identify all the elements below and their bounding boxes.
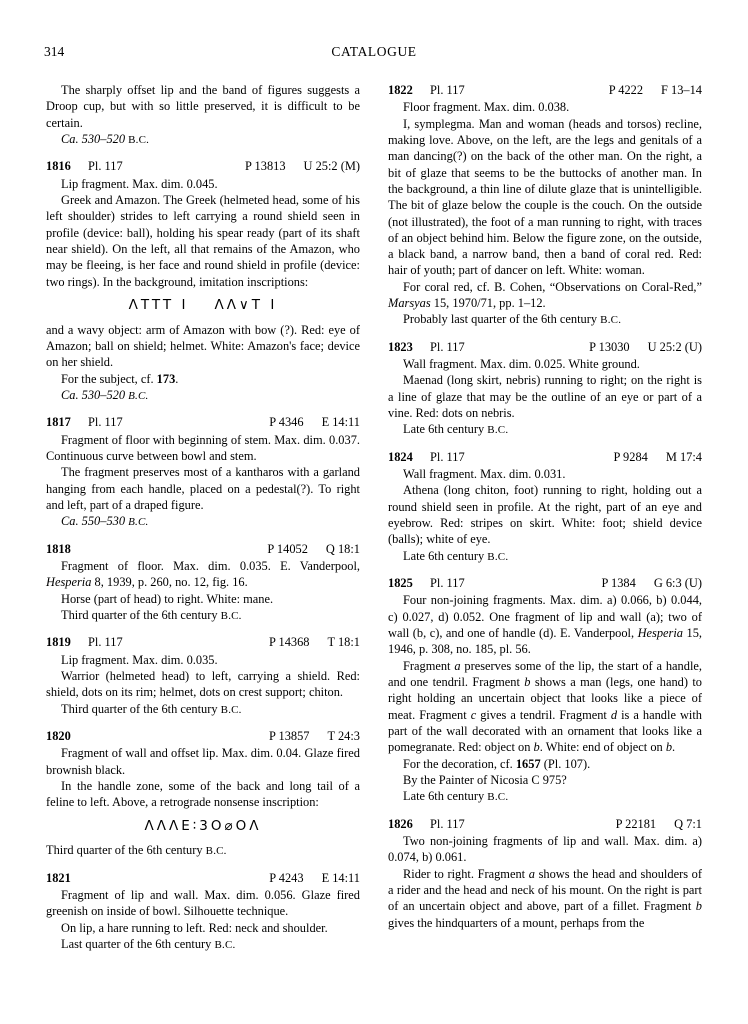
entry-paragraph: Rider to right. Fragment a shows the head and shoulders of a rider and the head and neck of his mount. On the right is part of an uncertain object and above, part of a fillet. Fragment b gives the hindquarters of a mount, perhaps from the <box>388 866 702 930</box>
entry-plate: Pl. 117 <box>430 449 465 464</box>
entry-date: Third quarter of the 6th century B.C. <box>61 701 242 716</box>
entry-plate: Pl. 117 <box>430 83 465 97</box>
entry-inventory: P 13857 <box>269 729 310 744</box>
entry-number[interactable]: 1819 <box>46 635 71 650</box>
entry-paragraph: Wall fragment. Max. dim. 0.025. White ground. <box>403 357 640 372</box>
entry-paragraph: In the handle zone, some of the back and long tail of a feline to left. Above, a retrograde nonsense inscription: <box>46 779 360 810</box>
entry-paragraph: Fragment of lip and wall. Max. dim. 0.056. Glaze fired greenish on inside of bowl. Silhouette technique. <box>46 888 360 919</box>
entry-header <box>388 575 702 591</box>
entry-date: Late 6th century B.C. <box>403 548 509 563</box>
entry-context: T 24:3 <box>327 729 360 744</box>
entry-paragraph: Two non-joining fragments of lip and wall. Max. dim. a) 0.074, b) 0.061. <box>388 834 702 865</box>
entry-context: U 25:2 (U) <box>647 339 702 354</box>
entry-plate: Pl. 117 <box>430 339 465 354</box>
entry-header <box>388 449 702 465</box>
entry-paragraph: Fragment of floor. Max. dim. 0.035. E. Vanderpool, Hesperia 8, 1939, p. 260, no. 12, fig. 16. <box>46 558 360 590</box>
entry-header <box>388 82 702 98</box>
entry-cross-reference: For the decoration, cf. 1657 (Pl. 107). <box>403 756 591 771</box>
entry-bibliography: For coral red, cf. B. Cohen, “Observations on Coral-Red,” Marsyas 15, 1970/71, pp. 1–12. <box>388 279 702 311</box>
running-head: CATALOGUE <box>331 44 417 59</box>
entry-context: G 6:3 (U) <box>653 576 702 591</box>
entry-inventory: P 22181 <box>615 816 657 831</box>
entry-paragraph: The fragment preserves most of a kantharos with a garland hanging from each handle, placed on a pedestal(?). To right and left, part of a draped figure. <box>46 465 360 512</box>
entry-paragraph: I, symplegma. Man and woman (heads and torsos) recline, making love. Above, on the left, are the legs and genitals of a man dancing(?) on the back of the other man. On the right, a bit of glaze that seems to be the buttocks of another man. In the background, a thin line of dilute glaze that is unintelligible. The bit of glaze below the couple is the couch. On the outside (not illustrated), the foot of a man running to right, with traces of an object behind him. Below the figure zone, on the outside, a black band, a narrow band, then a band of coral red. Red: hair of youth; part of dancer on left. White: woman. <box>388 116 702 278</box>
entry-paragraph: Maenad (long skirt, nebris) running to right; on the right is a line of glaze that may be the outline of an eye or part of a vine. Red: dots on nebris. <box>388 373 702 421</box>
entry-inventory: P 14052 <box>267 541 308 556</box>
entry-date: Third quarter of the 6th century B.C. <box>46 843 227 858</box>
entry-number[interactable]: 1816 <box>46 159 71 174</box>
entry-paragraph: Greek and Amazon. The Greek (helmeted head, some of his left shoulder) strides to left carrying a round shield seen in profile (device: ball), holding his spear ready (part of its shaft near shield). On the left, all that remains of the Amazon, who may be fleeing, is her face and round shield in profile (device: two rings). In the background, imitation inscriptions: <box>46 193 360 289</box>
catalogue-entry-1823 <box>388 339 702 438</box>
catalogue-entry-1816 <box>46 158 360 403</box>
entry-paragraph: Fragment of floor with beginning of stem. Max. dim. 0.037. Continuous curve between bowl and stem. <box>46 432 360 463</box>
entry-paragraph: On lip, a hare running to left. Red: neck and shoulder. <box>61 920 328 935</box>
catalogue-entry-1818 <box>46 541 360 624</box>
entry-paragraph: Lip fragment. Max. dim. 0.035. <box>61 652 218 667</box>
catalogue-entry-1820 <box>46 728 360 859</box>
entry-plate: Pl. 117 <box>88 635 123 650</box>
entry-paragraph: Four non-joining fragments. Max. dim. a) 0.066, b) 0.044, c) 0.027, d) 0.052. One fragment of lip and wall (a); two of wall (b, c), and one of handle (d). E. Vanderpool, Hesperia 15, 1946, p. 308, no. 185, pl. 56. <box>388 593 702 657</box>
entry-context: F 13–14 <box>661 83 702 97</box>
entry-paragraph: Wall fragment. Max. dim. 0.031. <box>403 467 566 482</box>
page-header <box>44 44 704 62</box>
entry-date: Late 6th century B.C. <box>403 789 509 804</box>
entry-paragraph: Athena (long chiton, foot) running to right, holding out a round shield seen in profile. At the right, part of an eye and eyebrow. Red: stripes on skirt. White: foot; shield device (balls); white of eye. <box>388 483 702 547</box>
entry-plate: Pl. 117 <box>88 415 123 430</box>
entry-date: Third quarter of the 6th century B.C. <box>61 607 242 622</box>
entry-header <box>46 870 360 886</box>
catalogue-entry-1826 <box>388 816 702 931</box>
intro-date-value: Ca. 530–520 <box>61 131 126 146</box>
entry-inventory: P 4243 <box>269 870 304 885</box>
two-column-body <box>46 82 702 982</box>
entry-context: E 14:11 <box>321 415 360 430</box>
entry-plate: Pl. 117 <box>430 576 465 591</box>
entry-context: M 17:4 <box>665 449 702 464</box>
catalogue-entry-1817 <box>46 414 360 529</box>
entry-paragraph: Fragment of wall and offset lip. Max. dim. 0.04. Glaze fired brownish black. <box>46 746 360 777</box>
entry-paragraph: Horse (part of head) to right. White: mane. <box>61 591 274 606</box>
intro-date <box>46 131 360 147</box>
entry-inventory: P 13813 <box>245 159 286 174</box>
left-column <box>46 82 360 982</box>
imitation-inscription <box>46 297 360 315</box>
entry-paragraph: and a wavy object: arm of Amazon with bow (?). Red: eye of Amazon; ball on shield; helmet. White: Amazon's face; device on her shield. <box>46 322 360 370</box>
entry-number[interactable]: 1820 <box>46 729 71 744</box>
entry-number[interactable]: 1822 <box>388 83 413 97</box>
catalogue-entry-1821 <box>46 870 360 953</box>
entry-date: Probably last quarter of the 6th century B.C. <box>403 312 622 327</box>
intro-block <box>46 82 360 147</box>
entry-paragraph: Floor fragment. Max. dim. 0.038. <box>403 100 570 115</box>
entry-date: Ca. 550–530 B.C. <box>61 514 149 529</box>
entry-header <box>388 816 702 832</box>
entry-context: T 18:1 <box>327 635 360 650</box>
entry-paragraph: Warrior (helmeted head) to left, carrying a shield. Red: shield, dots on its rim; helmet, dots on crest support; chiton. <box>46 669 360 700</box>
entry-plate: Pl. 117 <box>430 816 465 831</box>
entry-plate: Pl. 117 <box>88 159 123 174</box>
entry-header <box>46 158 360 174</box>
entry-header <box>388 339 702 355</box>
entry-date: Last quarter of the 6th century B.C. <box>61 937 236 952</box>
nonsense-inscription: ΛΛΛE∶3O⌀OΛ <box>144 817 262 834</box>
page-number: 314 <box>44 44 65 59</box>
entry-inventory: P 13030 <box>589 339 630 354</box>
entry-context: U 25:2 (M) <box>303 159 360 174</box>
catalogue-entry-1819 <box>46 634 360 717</box>
catalogue-entry-1824 <box>388 449 702 564</box>
intro-date-suffix: B.C. <box>128 133 150 146</box>
entry-header <box>46 541 360 557</box>
entry-paragraph: Lip fragment. Max. dim. 0.045. <box>61 176 218 191</box>
entry-number[interactable]: 1826 <box>388 816 413 831</box>
entry-number[interactable]: 1825 <box>388 576 413 591</box>
entry-inventory: P 4222 <box>608 83 644 97</box>
entry-context: E 14:11 <box>321 870 360 885</box>
entry-header <box>46 634 360 650</box>
entry-context: Q 7:1 <box>674 816 702 831</box>
entry-inventory: P 9284 <box>613 449 648 464</box>
entry-inventory: P 1384 <box>601 576 636 591</box>
entry-cross-reference: For the subject, cf. 173. <box>61 371 179 386</box>
entry-header <box>46 728 360 744</box>
entry-number[interactable]: 1817 <box>46 415 71 430</box>
entry-inventory: P 4346 <box>269 415 304 430</box>
catalogue-entry-1825 <box>388 575 702 805</box>
entry-number[interactable]: 1821 <box>46 870 71 885</box>
catalogue-entry-1822 <box>388 82 702 328</box>
entry-inventory: P 14368 <box>269 635 310 650</box>
inscription-part-b: ΛΛ∨T I <box>214 296 278 313</box>
inscription-part-a: ΛTTT I <box>128 296 189 313</box>
entry-attribution: By the Painter of Nicosia C 975? <box>403 772 567 787</box>
entry-number[interactable]: 1824 <box>388 449 413 464</box>
entry-number[interactable]: 1823 <box>388 339 413 354</box>
entry-context: Q 18:1 <box>325 541 360 556</box>
entry-number[interactable]: 1818 <box>46 541 71 556</box>
entry-date: Late 6th century B.C. <box>403 422 509 437</box>
intro-paragraph: The sharply offset lip and the band of figures suggests a Droop cup, but with so little preserved, it is difficult to be certain. <box>46 83 360 130</box>
entry-paragraph: Fragment a preserves some of the lip, the start of a handle, and one tendril. Fragment b shows a man (legs, one hand) to right holding an uncertain object that looks like a piece of meat. Fragment c gives a tendril. Fragment d is a handle with part of the wall decorated with an ornament that looks like a pomegranate. Red: object on b. White: end of object on b. <box>388 658 702 755</box>
entry-header <box>46 414 360 430</box>
entry-date: Ca. 530–520 B.C. <box>61 387 149 402</box>
right-column <box>388 82 702 982</box>
